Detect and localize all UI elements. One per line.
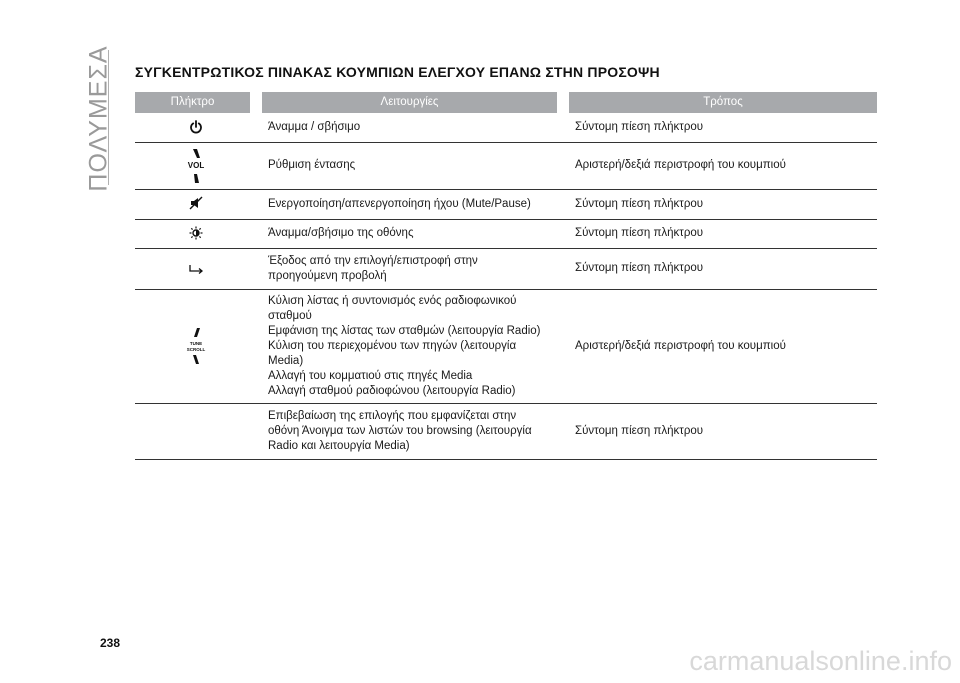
mode-cell: Σύντομη πίεση πλήκτρου xyxy=(563,219,877,248)
tune-scroll-knob-icon xyxy=(182,326,210,366)
function-cell: Κύλιση λίστας ή συντονισμός ενός ραδιοφωνικού σταθμού Εμφάνιση της λίστας των σταθμών (λειτουργία Radio) Κύλιση του περιεχομένου των πηγών (λειτουργία Media) Αλλαγή του κομματιού στις πηγές Media Αλλαγή σταθμού ραδιοφώνου (λειτουργία Radio) xyxy=(256,289,563,403)
table-header-row xyxy=(135,92,877,113)
function-cell: Έξοδος από την επιλογή/επιστροφή στην προηγούμενη προβολή xyxy=(256,248,563,289)
key-cell xyxy=(135,219,256,248)
function-cell: Ενεργοποίηση/απενεργοποίηση ήχου (Mute/Pause) xyxy=(256,189,563,219)
page-title: ΣΥΓΚΕΝΤΡΩΤΙΚΟΣ ΠΙΝΑΚΑΣ ΚΟΥΜΠΙΩΝ ΕΛΕΓΧΟΥ ΕΠΑΝΩ ΣΤΗΝ ΠΡΟΣΟΨΗ xyxy=(135,64,660,80)
key-cell xyxy=(135,189,256,219)
volume-knob-icon xyxy=(184,147,208,185)
function-cell: Άναμμα / σβήσιμο xyxy=(256,113,563,142)
function-cell: Ρύθμιση έντασης xyxy=(256,142,563,189)
table-row xyxy=(135,142,877,189)
table-row xyxy=(135,289,877,403)
key-cell xyxy=(135,142,256,189)
mode-cell: Σύντομη πίεση πλήκτρου xyxy=(563,113,877,142)
header-mode: Τρόπος xyxy=(563,92,877,113)
back-arrow-icon xyxy=(188,262,204,274)
table-row xyxy=(135,113,877,142)
key-cell xyxy=(135,248,256,289)
mode-cell: Αριστερή/δεξιά περιστροφή του κουμπιού xyxy=(563,289,877,403)
section-label: ΠΟΛΥΜΕΣΑ xyxy=(84,44,113,192)
table-row xyxy=(135,189,877,219)
key-cell xyxy=(135,113,256,142)
page-number: 238 xyxy=(100,636,121,650)
volume-knob-label: VOL xyxy=(187,160,204,170)
key-cell xyxy=(135,403,256,459)
power-icon xyxy=(189,120,203,134)
header-key: Πλήκτρο xyxy=(135,92,256,113)
watermark: carmanualsonline.info xyxy=(689,646,952,676)
mode-cell: Σύντομη πίεση πλήκτρου xyxy=(563,189,877,219)
table-row xyxy=(135,403,877,459)
table-row xyxy=(135,248,877,289)
mode-cell: Αριστερή/δεξιά περιστροφή του κουμπιού xyxy=(563,142,877,189)
header-functions: Λειτουργίες xyxy=(256,92,563,113)
function-cell: Άναμμα/σβήσιμο της οθόνης xyxy=(256,219,563,248)
scroll-label: SCROLL xyxy=(186,347,205,352)
display-brightness-icon xyxy=(189,226,203,240)
key-cell xyxy=(135,289,256,403)
mode-cell: Σύντομη πίεση πλήκτρου xyxy=(563,403,877,459)
function-cell: Επιβεβαίωση της επιλογής που εμφανίζεται στην οθόνη Άνοιγμα των λιστών του browsing (λειτουργία Radio και λειτουργία Media) xyxy=(256,403,563,459)
tune-label: TUNE xyxy=(189,341,202,346)
controls-table xyxy=(135,92,877,460)
mode-cell: Σύντομη πίεση πλήκτρου xyxy=(563,248,877,289)
mute-icon xyxy=(189,196,203,210)
table-row xyxy=(135,219,877,248)
